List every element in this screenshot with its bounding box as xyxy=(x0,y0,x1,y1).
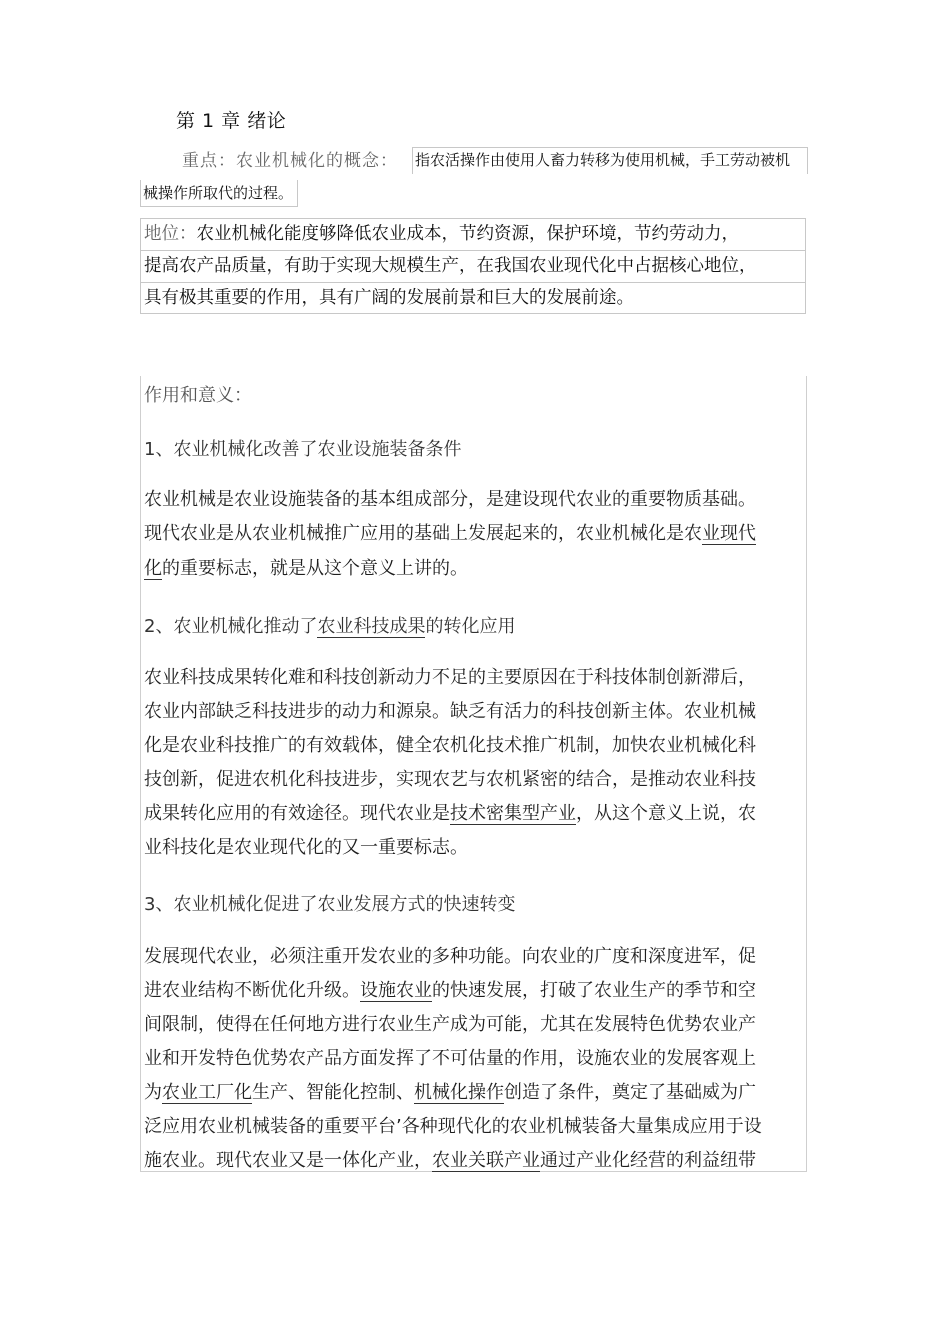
paragraph-line: 进农业结构不断优化升级。设施农业的快速发展，打破了农业生产的季节和空 xyxy=(144,980,756,1001)
section-1-heading: 1、农业机械化改善了农业设施装备条件 xyxy=(144,439,462,460)
focus-definition-line-2: 械操作所取代的过程。 xyxy=(140,180,298,207)
paragraph-line: 农业机械是农业设施装备的基本组成部分，是建设现代农业的重要物质基础。 xyxy=(144,489,756,510)
paragraph-line: 农业科技成果转化难和科技创新动力不足的主要原因在于科技体制创新滞后， xyxy=(144,667,756,688)
status-label: 地位： xyxy=(144,224,197,244)
paragraph-line: 技创新，促进农机化科技进步，实现农艺与农机紧密的结合，是推动农业科技 xyxy=(144,769,756,790)
underlined-term: 业现代 xyxy=(702,523,756,544)
paragraph-line: 业和开发特色优势农产品方面发挥了不可估量的作用，设施农业的发展客观上 xyxy=(144,1048,756,1069)
status-line-1: 地位：农业机械化能度够降低农业成本，节约资源，保护环境，节约劳动力， xyxy=(140,218,806,250)
paragraph-line: 业科技化是农业现代化的又一重要标志。 xyxy=(144,837,468,858)
section-2-heading: 2、农业机械化推动了农业科技成果的转化应用 xyxy=(144,616,516,637)
underlined-term: 农业科技成果 xyxy=(317,616,426,637)
status-block xyxy=(140,218,806,314)
paragraph-line: 农业内部缺乏科技进步的动力和源泉。缺乏有活力的科技创新主体。农业机械 xyxy=(144,701,756,722)
underlined-term: 机械化操作 xyxy=(414,1082,504,1103)
paragraph-line: 化的重要标志，就是从这个意义上讲的。 xyxy=(144,558,468,579)
paragraph-line: 泛应用农业机械装备的重要平台’各种现代化的农业机械装备大量集成应用于设 xyxy=(144,1116,762,1137)
paragraph-line: 现代农业是从农业机械推广应用的基础上发展起来的，农业机械化是农业现代 xyxy=(144,523,756,544)
significance-title: 作用和意义： xyxy=(144,385,252,406)
paragraph-line: 为农业工厂化生产、智能化控制、机械化操作创造了条件，奠定了基础威为广 xyxy=(144,1082,756,1103)
paragraph-line: 化是农业科技推广的有效载体，健全农机化技术推广机制，加快农业机械化科 xyxy=(144,735,756,756)
status-line-2: 提高农产品质量，有助于实现大规模生产，在我国农业现代化中占据核心地位， xyxy=(140,250,806,282)
chapter-title: 第 1 章 绪论 xyxy=(176,110,287,132)
underlined-term: 设施农业 xyxy=(360,980,432,1001)
underlined-term: 农业关联产业 xyxy=(432,1150,540,1171)
status-line-3: 具有极其重要的作用，具有广阔的发展前景和巨大的发展前途。 xyxy=(140,282,806,314)
underlined-term: 化 xyxy=(144,558,162,579)
underlined-term: 技术密集型产业 xyxy=(450,803,576,824)
paragraph-line: 发展现代农业，必须注重开发农业的多种功能。向农业的广度和深度进军，促 xyxy=(144,946,756,967)
underlined-term: 农业工厂化 xyxy=(162,1082,252,1103)
focus-definition-line-1: 指农活操作由使用人畜力转移为使用机械，手工劳动被机 xyxy=(412,147,808,174)
paragraph-line: 成果转化应用的有效途径。现代农业是技术密集型产业，从这个意义上说，农 xyxy=(144,803,756,824)
focus-label: 重点：农业机械化的概念： xyxy=(182,151,398,171)
paragraph-line: 施农业。现代农业又是一体化产业，农业关联产业通过产业化经营的利益纽带 xyxy=(144,1150,756,1171)
paragraph-line: 间限制，使得在任何地方进行农业生产成为可能，尤其在发展特色优势农业产 xyxy=(144,1014,756,1035)
section-3-heading: 3、农业机械化促进了农业发展方式的快速转变 xyxy=(144,894,516,915)
